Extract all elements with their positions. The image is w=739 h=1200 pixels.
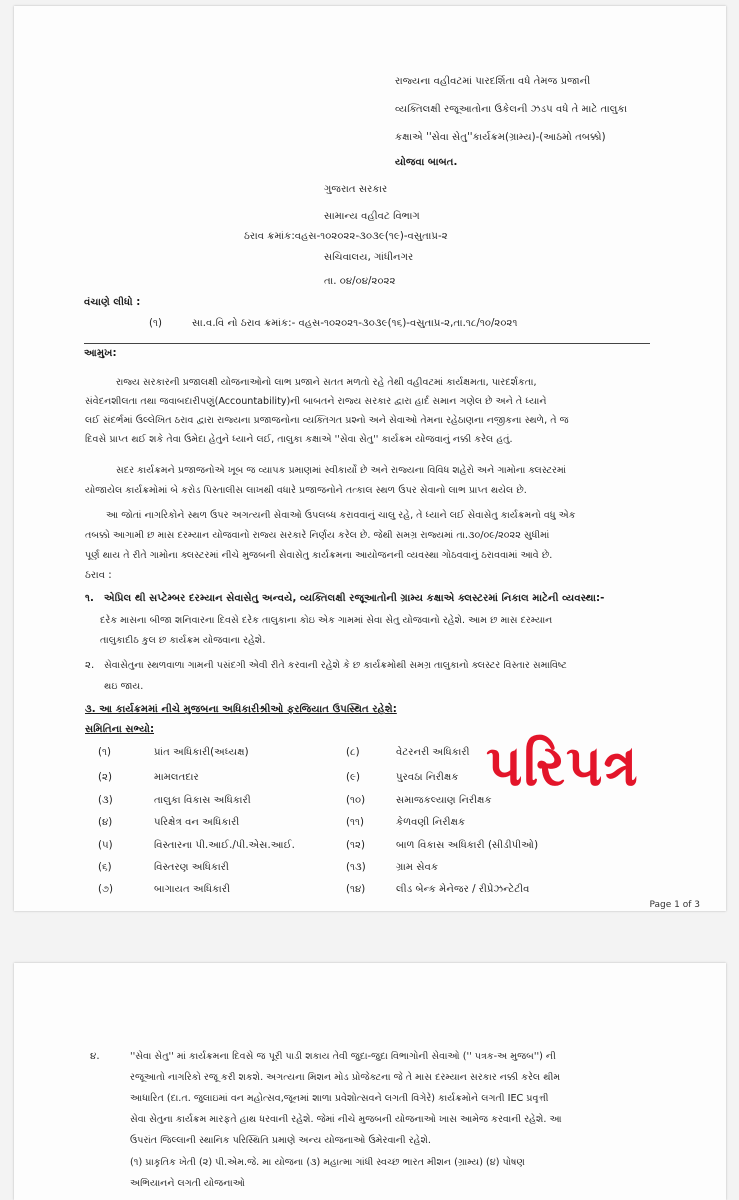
department-name: સામાન્ય વહીવટ વિભાગ bbox=[324, 211, 420, 222]
member-name: વિસ્તારના પી.આઈ./પી.એસ.આઈ. bbox=[154, 840, 295, 851]
government-name: ગુજરાત સરકાર bbox=[324, 184, 388, 195]
preamble-line: તબક્કો આગામી છ માસ દરમ્યાન યોજવાનો રાજ્ય સરકારે નિર્ણય કરેલ છે. જેથી સમગ્ર રાજ્યમાં તા.૩૦/૦૯/૨૦૨૨ સુધીમાં bbox=[85, 530, 550, 541]
member-number: (૩) bbox=[98, 795, 113, 806]
subject-line-2: વ્યક્તિલક્ષી રજૂઆતોના ઉકેલની ઝડપ વધે તે માટે તાલુકા bbox=[395, 104, 628, 115]
member-name: લીડ બેન્ક મેનેજર / રીપ્રેઝન્ટેટીવ bbox=[396, 884, 530, 895]
preamble-line: પૂર્ણ થાય તે રીતે ગામોના ક્લસ્ટરમાં નીચે મુજબની સેવાસેતુ કાર્યક્રમના આયોજનની વ્યવસ્થા ગોઠવવાનું ઠરાવવામાં આવે છે. bbox=[85, 550, 553, 561]
member-number: (૬) bbox=[98, 862, 112, 873]
resolution-date: તા. ૦૪/૦૪/૨૦૨૨ bbox=[324, 276, 396, 287]
member-name: ગ્રામ સેવક bbox=[396, 862, 439, 873]
member-number: (૨) bbox=[98, 772, 112, 783]
point-2-line: સેવાસેતુના સ્થળવાળા ગામની પસંદગી એવી રીતે કરવાની રહેશે કે છ કાર્યક્રમોથી સમગ્ર તાલુકાનો ક્લસ્ટર વિસ્તાર સમાવિષ્ટ bbox=[104, 660, 567, 671]
member-number: (૪) bbox=[98, 817, 113, 828]
preamble-line: લઈ સંદર્ભમાં ઉલ્લેખિત ઠરાવ દ્વારા રાજ્યના પ્રજાજનોના વ્યક્તિગત પ્રશ્નો અને સેવાઓ તેમના રહેઠાણના નજીકના સ્થળે, તે જ bbox=[85, 415, 569, 426]
member-name: તાલુકા વિકાસ અધિકારી bbox=[154, 795, 251, 806]
member-name: પુરવઠા નિરીક્ષક bbox=[396, 772, 459, 783]
circular-stamp: પરિપત્ર bbox=[486, 734, 639, 799]
preamble-line: રાજ્ય સરકારની પ્રજાલક્ષી યોજનાઓનો લાભ પ્રજાને સતત મળતો રહે તેથી વહીવટમાં કાર્યક્ષમતા, પારદર્શકતા, bbox=[116, 377, 537, 388]
member-name: વિસ્તરણ અધિકારી bbox=[154, 862, 229, 873]
resolution-heading: ઠરાવ : bbox=[85, 570, 112, 581]
member-number: (૧૦) bbox=[346, 795, 366, 806]
point-2-number: ૨. bbox=[85, 660, 95, 671]
point-1-line: દરેક માસના બીજા શનિવારના દિવસે દરેક તાલુકાના કોઇ એક ગામમાં સેવા સેતુ યોજવાનો રહેશે. આમ છ માસ દરમ્યાન bbox=[100, 615, 553, 626]
read-item-number: (૧) bbox=[149, 318, 162, 329]
member-number: (૧) bbox=[98, 747, 111, 758]
member-number: (૧૨) bbox=[346, 840, 365, 851]
members-heading: સમિતિના સભ્યો: bbox=[85, 724, 155, 735]
member-name: વેટરનરી અધિકારી bbox=[396, 747, 470, 758]
document-page-1 bbox=[14, 6, 726, 911]
point-1-title: એપ્રિલ થી સપ્ટેમ્બર દરમ્યાન સેવાસેતુ અન્વયે, વ્યક્તિલક્ષી રજૂઆતોની ગ્રામ્ય કક્ષાએ ક્લસ્ટરમાં નિકાલ માટેની વ્યવસ્થા:- bbox=[104, 593, 605, 604]
member-number: (૫) bbox=[98, 840, 113, 851]
member-number: (૧૩) bbox=[346, 862, 366, 873]
member-name: બાગાયત અધિકારી bbox=[154, 884, 230, 895]
point-2-line: થઇ જાય. bbox=[104, 681, 144, 692]
preamble-line: સદર કાર્યક્રમને પ્રજાજનોએ ખૂબ જ વ્યાપક પ્રમાણમાં સ્વીકાર્યો છે અને રાજ્યના વિવિધ શહેરો અને ગામોના ક્લસ્ટરમાં bbox=[116, 465, 567, 476]
subject-line-3: કક્ષાએ ''સેવા સેતુ''કાર્યક્રમ(ગ્રામ્ય)-(આઠમો તબક્કો) bbox=[395, 132, 606, 143]
point-4-number: ૪. bbox=[90, 1051, 100, 1062]
read-heading: વંચાણે લીધો : bbox=[84, 297, 141, 308]
preamble-heading: આમુખ: bbox=[84, 348, 117, 359]
point-3-title: ૩. આ કાર્યક્રમમાં નીચે મુજબના અધિકારીશ્રીઓ ફરજિયાત ઉપસ્થિત રહેશે: bbox=[85, 704, 397, 715]
preamble-line: દિવસે પ્રાપ્ત થઈ શકે તેવા ઉમેદા હેતુને ધ્યાને લઈ, તાલુકા કક્ષાએ ''સેવા સેતુ'' કાર્યક્રમ યોજવાનું નક્કી કરેલ હતું. bbox=[85, 434, 513, 445]
point-4-line: અભિયાનને લગતી યોજનાઓ bbox=[130, 1178, 245, 1189]
resolution-number: ઠરાવ ક્રમાંક:વહસ-૧૦૨૦૨૨-૩૦૩૯(૧૯)-વસુતાપ્ર-૨ bbox=[244, 231, 448, 242]
member-name: મામલતદાર bbox=[154, 772, 199, 783]
point-4-line: ઉપરાંત જિલ્લાની સ્થાનિક પરિસ્થિતિ પ્રમાણે અન્ય યોજનાઓ ઉમેરવાની રહેશે. bbox=[130, 1135, 431, 1146]
point-4-line: ''સેવા સેતુ'' માં કાર્યક્રમના દિવસે જ પૂરી પાડી શકાય તેવી જુદા-જુદા વિભાગોની સેવાઓ ('' પત્રક-અ મુજબ'') ની bbox=[130, 1051, 556, 1062]
subject-line-1: રાજ્યના વહીવટમાં પારદર્શિતા વધે તેમજ પ્રજાની bbox=[395, 76, 591, 87]
point-4-line: રજૂઆતો નાગરિકો રજૂ કરી શકશે. અગત્યના મિશન મોડ પ્રોજેક્ટના જે તે માસ દરમ્યાન સરકાર નક્કી કરેલ થીમ bbox=[130, 1072, 561, 1083]
read-item-text: સા.વ.વિ નો ઠરાવ ક્રમાંક:- વહસ-૧૦૨૦૨૧-૩૦૩૯(૧૬)-વસુતાપ્ર-૨,તા.૧૮/૧૦/૨૦૨૧ bbox=[192, 318, 518, 329]
divider bbox=[84, 343, 650, 344]
point-4-line: સેવા સેતુના કાર્યક્રમ મારફતે હાથ ધરવાની રહેશે. જેમાં નીચે મુજબની યોજનાઓ ખાસ આમેજ કરવાની રહેશે. આ bbox=[130, 1114, 562, 1125]
member-number: (૯) bbox=[346, 772, 360, 783]
office-place: સચિવાલય, ગાંધીનગર bbox=[324, 252, 414, 263]
member-number: (૭) bbox=[98, 884, 114, 895]
preamble-line: યોજાયેલ કાર્યક્રમોમાં બે કરોડ પિસ્તાલીસ લાખથી વધારે પ્રજાજનોને તત્કાલ સ્થળ ઉપર સેવાનો લાભ પ્રાપ્ત થયેલ છે. bbox=[85, 485, 527, 496]
point-1-line: તાલુકાદીઠ કુલ છ કાર્યક્રમ યોજવાના રહેશે. bbox=[100, 635, 266, 646]
point-4-line: (૧) પ્રાકૃતિક ખેતી (૨) પી.એમ.જે. મા યોજના (૩) મહાત્મા ગાંધી સ્વચ્છ ભારત મીશન (ગ્રામ્ય) (૪) પોષણ bbox=[130, 1157, 525, 1168]
preamble-line: આ જોતાં નાગરિકોને સ્થળ ઉપર અગત્યની સેવાઓ ઉપલબ્ધ કરાવવાનું ચાલુ રહે, તે ધ્યાને લઈ સેવાસેતુ કાર્યક્રમનો વધુ એક bbox=[106, 510, 576, 521]
member-name: કેળવણી નિરીક્ષક bbox=[396, 817, 466, 828]
member-number: (૮) bbox=[346, 747, 360, 758]
member-name: બાળ વિકાસ અધિકારી (સીડીપીઓ) bbox=[396, 840, 539, 851]
point-4-line: આધારિત (દા.ત. જુલાઇમાં વન મહોત્સવ,જૂનમાં શાળા પ્રવેશોત્સવને લગતી વિગેરે) કાર્યક્રમોને લગતી IEC પ્રવૃત્તી bbox=[130, 1093, 549, 1104]
member-name: પરિક્ષેત્ર વન અધિકારી bbox=[154, 817, 240, 828]
member-name: સમાજકલ્યાણ નિરીક્ષક bbox=[396, 795, 492, 806]
document-page-2 bbox=[14, 963, 726, 1200]
member-number: (૧૧) bbox=[346, 817, 364, 828]
subject-line-4: યોજવા બાબત. bbox=[395, 157, 458, 168]
page-number: Page 1 of 3 bbox=[649, 900, 700, 910]
member-number: (૧૪) bbox=[346, 884, 366, 895]
member-name: પ્રાંત અધિકારી(અધ્યક્ષ) bbox=[154, 747, 249, 758]
point-1-number: ૧. bbox=[85, 593, 94, 604]
preamble-line: સંવેદનશીલતા તથા જવાબદારીપણું(Accountability)ની બાબતને રાજ્ય સરકાર દ્વારા હાર્દ સમાન ગણેલ છે અને તે ધ્યાને bbox=[85, 396, 547, 407]
